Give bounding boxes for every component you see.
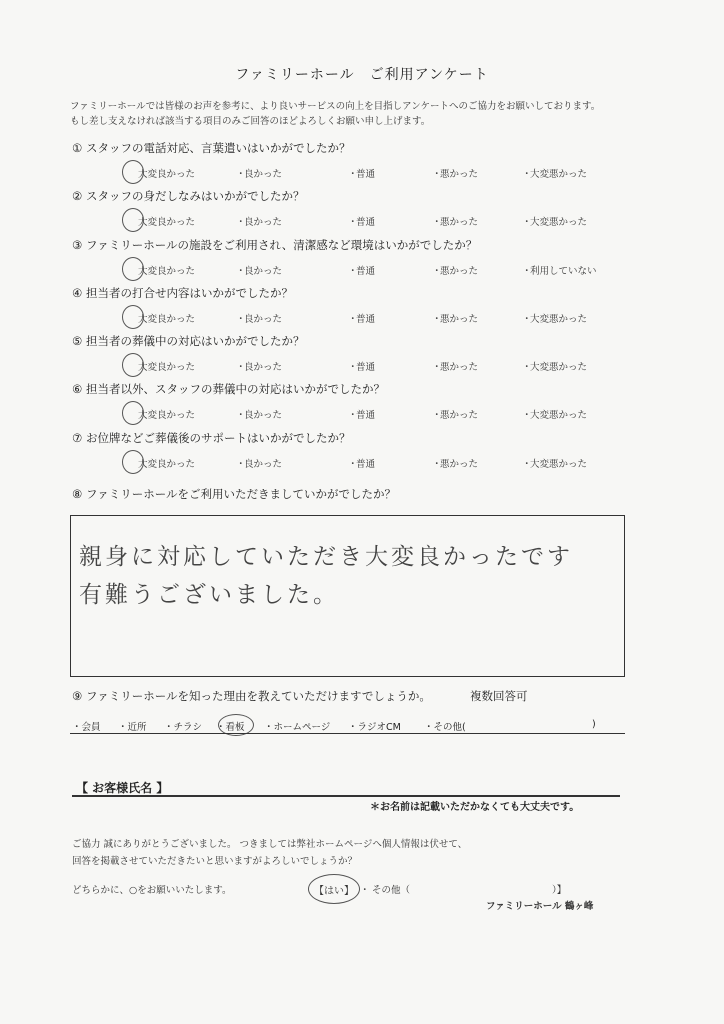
consent-yes[interactable]: 【はい】: [314, 886, 354, 897]
q4-circle-mark: [122, 305, 144, 329]
customer-name-line[interactable]: [72, 795, 620, 797]
option-bullet: ・: [432, 362, 442, 373]
option-bullet: ・: [432, 217, 442, 228]
q4-option-bad[interactable]: 悪かった: [440, 314, 479, 325]
intro-line-1: ファミリーホールでは皆様のお声を参考に、より良いサービスの向上を目指しアンケートへのご協力をお願いしております。: [70, 101, 601, 112]
question-9: ⑨ ファミリーホールを知った理由を教えていただけますでしょうか。: [72, 689, 431, 703]
q2-option-bad[interactable]: 悪かった: [440, 217, 479, 228]
q1-option-very-good[interactable]: 大変良かった: [138, 169, 196, 180]
source-other[interactable]: ・その他(: [424, 722, 466, 733]
q6-option-very-good[interactable]: 大変良かった: [138, 410, 196, 421]
option-bullet: ・: [348, 459, 358, 470]
closing-line-1: ご協力 誠にありがとうございました。 つきましては弊社ホームページへ個人情報は伏せて、: [72, 839, 468, 850]
q2-option-very-bad[interactable]: 大変悪かった: [530, 217, 588, 228]
q4-option-very-bad[interactable]: 大変悪かった: [530, 314, 588, 325]
source-signboard[interactable]: ・看板: [216, 722, 245, 733]
option-bullet: ・: [432, 459, 442, 470]
option-bullet: ・: [432, 314, 442, 325]
option-bullet: ・: [522, 266, 532, 277]
q5-option-very-bad[interactable]: 大変悪かった: [530, 362, 588, 373]
option-bullet: ・: [522, 169, 532, 180]
q3-option-very-bad[interactable]: 利用していない: [530, 266, 597, 277]
customer-name-label: 【 お客様氏名 】: [76, 781, 169, 795]
footer-hall-name: ファミリーホール 鶴ヶ峰: [486, 901, 594, 912]
consent-prompt: どちらかに、○をお願いいたします。: [72, 885, 232, 896]
q4-option-very-good[interactable]: 大変良かった: [138, 314, 196, 325]
source-other-close: ): [592, 719, 596, 730]
q3-option-bad[interactable]: 悪かった: [440, 266, 479, 277]
source-homepage[interactable]: ・ホームページ: [264, 722, 331, 733]
q5-option-very-good[interactable]: 大変良かった: [138, 362, 196, 373]
q3-option-very-good[interactable]: 大変良かった: [138, 266, 196, 277]
q3-option-average[interactable]: 普通: [356, 266, 376, 277]
q5-option-average[interactable]: 普通: [356, 362, 376, 373]
option-bullet: ・: [236, 169, 246, 180]
multiple-answer-note: 複数回答可: [470, 689, 528, 703]
q2-option-good[interactable]: 良かった: [244, 217, 283, 228]
q6-option-bad[interactable]: 悪かった: [440, 410, 479, 421]
source-flyer[interactable]: ・チラシ: [164, 722, 203, 733]
option-bullet: ・: [236, 217, 246, 228]
question-7: ⑦ お位牌などご葬儀後のサポートはいかがでしたか？: [72, 431, 351, 445]
comment-box[interactable]: [70, 515, 625, 677]
option-bullet: ・: [348, 266, 358, 277]
option-bullet: ・: [348, 169, 358, 180]
q2-option-very-good[interactable]: 大変良かった: [138, 217, 196, 228]
option-bullet: ・: [348, 314, 358, 325]
q6-option-average[interactable]: 普通: [356, 410, 376, 421]
q1-circle-mark: [122, 160, 144, 184]
option-bullet: ・: [432, 266, 442, 277]
question-8: ⑧ ファミリーホールをご利用いただきましていかがでしたか？: [72, 487, 397, 501]
q4-option-good[interactable]: 良かった: [244, 314, 283, 325]
page-title: ファミリーホール ご利用アンケート: [235, 67, 489, 83]
q5-option-good[interactable]: 良かった: [244, 362, 283, 373]
q7-option-very-bad[interactable]: 大変悪かった: [530, 459, 588, 470]
q7-option-very-good[interactable]: 大変良かった: [138, 459, 196, 470]
q4-option-average[interactable]: 普通: [356, 314, 376, 325]
q5-circle-mark: [122, 353, 144, 377]
q3-option-good[interactable]: 良かった: [244, 266, 283, 277]
option-bullet: ・: [432, 410, 442, 421]
option-bullet: ・: [236, 410, 246, 421]
option-bullet: ・: [432, 169, 442, 180]
q7-option-bad[interactable]: 悪かった: [440, 459, 479, 470]
comment-line-2: 有難うございました。: [79, 582, 339, 608]
q7-circle-mark: [122, 450, 144, 474]
name-optional-note: ＊お名前は記載いただかなくても大丈夫です。: [370, 802, 580, 813]
source-underline: [70, 733, 625, 734]
q3-circle-mark: [122, 257, 144, 281]
q2-option-average[interactable]: 普通: [356, 217, 376, 228]
comment-line-1: 親身に対応していただき大変良かったです: [79, 544, 573, 570]
option-bullet: ・: [236, 362, 246, 373]
option-bullet: ・: [522, 217, 532, 228]
source-member[interactable]: ・会員: [72, 722, 101, 733]
q1-option-average[interactable]: 普通: [356, 169, 376, 180]
question-6: ⑥ 担当者以外、スタッフの葬儀中の対応はいかがでしたか？: [72, 382, 385, 396]
question-4: ④ 担当者の打合せ内容はいかがでしたか？: [72, 286, 293, 300]
option-bullet: ・: [522, 314, 532, 325]
yes-circle-mark: [308, 874, 360, 904]
consent-other[interactable]: その他（: [372, 885, 411, 896]
q1-option-good[interactable]: 良かった: [244, 169, 283, 180]
option-bullet: ・: [522, 362, 532, 373]
option-bullet: ・: [236, 314, 246, 325]
closing-line-2: 回答を掲載させていただきたいと思いますがよろしいでしょうか？: [72, 856, 358, 867]
source-neighborhood[interactable]: ・近所: [118, 722, 147, 733]
q1-option-bad[interactable]: 悪かった: [440, 169, 479, 180]
option-bullet: ・: [236, 266, 246, 277]
q7-option-good[interactable]: 良かった: [244, 459, 283, 470]
option-bullet: ・: [522, 410, 532, 421]
consent-sep: ・: [360, 885, 370, 896]
q6-option-good[interactable]: 良かった: [244, 410, 283, 421]
question-5: ⑤ 担当者の葬儀中の対応はいかがでしたか？: [72, 334, 305, 348]
q2-circle-mark: [122, 208, 144, 232]
q1-option-very-bad[interactable]: 大変悪かった: [530, 169, 588, 180]
q6-circle-mark: [122, 401, 144, 425]
option-bullet: ・: [522, 459, 532, 470]
option-bullet: ・: [236, 459, 246, 470]
option-bullet: ・: [348, 217, 358, 228]
question-2: ② スタッフの身だしなみはいかがでしたか？: [72, 189, 305, 203]
option-bullet: ・: [348, 362, 358, 373]
intro-line-2: もし差し支えなければ該当する項目のみご回答のほどよろしくお願い申し上げます。: [70, 116, 431, 127]
question-3: ③ ファミリーホールの施設をご利用され、清潔感など環境はいかがでしたか？: [72, 238, 478, 252]
question-1: ① スタッフの電話対応、言葉遣いはいかがでしたか？: [72, 141, 351, 155]
q7-option-average[interactable]: 普通: [356, 459, 376, 470]
q5-option-bad[interactable]: 悪かった: [440, 362, 479, 373]
source-radio-cm[interactable]: ・ラジオCM: [348, 722, 401, 733]
consent-other-close: ）】: [552, 885, 567, 896]
q6-option-very-bad[interactable]: 大変悪かった: [530, 410, 588, 421]
option-bullet: ・: [348, 410, 358, 421]
